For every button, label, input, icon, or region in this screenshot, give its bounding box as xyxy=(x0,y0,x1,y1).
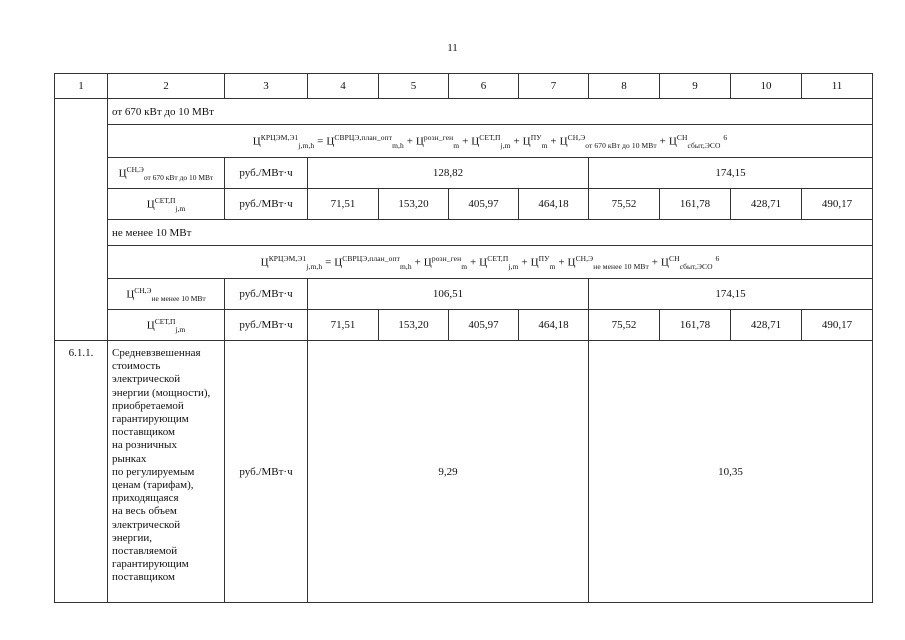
unit-cell: руб./МВт·ч xyxy=(225,341,308,603)
header-cell: 11 xyxy=(802,74,873,99)
formula-row xyxy=(55,125,873,158)
value-cell: 490,17 xyxy=(802,189,873,220)
set-tariff-row xyxy=(55,310,873,341)
param-symbol: $Ц^{СН,Э}_{не менее 10 МВт}$ xyxy=(108,279,225,310)
value-cell: 405,97 xyxy=(449,189,519,220)
value-cell: 464,18 xyxy=(519,310,589,341)
header-cell: 6 xyxy=(449,74,519,99)
param-symbol: $Ц^{СЕТ,П}_{j,m}$ xyxy=(108,310,225,341)
section-title: не менее 10 МВт xyxy=(108,220,873,246)
header-cell: 5 xyxy=(379,74,449,99)
footnote-mark: 6 xyxy=(723,132,728,142)
header-cell: 8 xyxy=(589,74,660,99)
value-cell: 9,29 xyxy=(308,341,589,603)
sn-tariff-row xyxy=(55,158,873,189)
value-cell: 10,35 xyxy=(589,341,873,603)
header-cell: 4 xyxy=(308,74,379,99)
price-formula: $Ц^{КРЦЭМ,Э1}_{j,m,h} = Ц^{СВРЦЭ,план\_опт}_{m,h} + Ц^{розн\_ген}_m + Ц^{СЕТ,П}_{j,m} + Ц^{ПУ}_m + Ц^{СН,Э}_{не менее 10 МВт} + Ц^{СН}_{сбыт,ЭСО}$ $^6$ xyxy=(108,246,873,279)
header-cell: 3 xyxy=(225,74,308,99)
header-cell: 9 xyxy=(660,74,731,99)
blank-number-cell xyxy=(55,99,108,341)
tariff-table xyxy=(54,73,873,603)
header-cell: 10 xyxy=(731,74,802,99)
value-cell: 428,71 xyxy=(731,189,802,220)
value-cell: 128,82 xyxy=(308,158,589,189)
header-cell: 2 xyxy=(108,74,225,99)
row-number: 6.1.1. xyxy=(55,341,108,603)
value-cell: 75,52 xyxy=(589,310,660,341)
value-cell: 490,17 xyxy=(802,310,873,341)
formula-row xyxy=(55,246,873,279)
price-formula: $Ц^{КРЦЭМ,Э1}_{j,m,h} = Ц^{СВРЦЭ,план\_опт}_{m,h} + Ц^{розн\_ген}_m + Ц^{СЕТ,П}_{j,m} + Ц^{ПУ}_m + Ц^{СН,Э}_{от 670 кВт до 10 МВт} + Ц^{СН}_{сбыт,ЭСО}$ $^6$ xyxy=(108,125,873,158)
section-title-row xyxy=(55,220,873,246)
unit-cell: руб./МВт·ч xyxy=(225,189,308,220)
value-cell: 174,15 xyxy=(589,158,873,189)
value-cell: 405,97 xyxy=(449,310,519,341)
value-cell: 161,78 xyxy=(660,310,731,341)
section-title-row xyxy=(55,99,873,125)
section-title: от 670 кВт до 10 МВт xyxy=(108,99,873,125)
header-cell: 1 xyxy=(55,74,108,99)
row-description: Средневзвешенная стоимость электрической энергии (мощности), приобретаемой гарантирующим поставщиком на розничных рынках по регулируемым ценам (тарифам), приходящаяся на весь объем электрической энергии, поставляемой гарантирующим поставщиком xyxy=(108,341,225,603)
unit-cell: руб./МВт·ч xyxy=(225,158,308,189)
value-cell: 174,15 xyxy=(589,279,873,310)
set-tariff-row xyxy=(55,189,873,220)
value-cell: 464,18 xyxy=(519,189,589,220)
page-number: 11 xyxy=(447,42,458,54)
unit-cell: руб./МВт·ч xyxy=(225,279,308,310)
header-row xyxy=(55,74,873,99)
value-cell: 106,51 xyxy=(308,279,589,310)
value-cell: 153,20 xyxy=(379,189,449,220)
value-cell: 428,71 xyxy=(731,310,802,341)
row-6-1-1 xyxy=(55,341,873,603)
sn-tariff-row xyxy=(55,279,873,310)
header-cell: 7 xyxy=(519,74,589,99)
value-cell: 153,20 xyxy=(379,310,449,341)
param-symbol: $Ц^{СЕТ,П}_{j,m}$ xyxy=(108,189,225,220)
footnote-mark: 6 xyxy=(715,253,720,263)
value-cell: 71,51 xyxy=(308,189,379,220)
value-cell: 75,52 xyxy=(589,189,660,220)
param-symbol: $Ц^{СН,Э}_{от 670 кВт до 10 МВт}$ xyxy=(108,158,225,189)
unit-cell: руб./МВт·ч xyxy=(225,310,308,341)
value-cell: 161,78 xyxy=(660,189,731,220)
value-cell: 71,51 xyxy=(308,310,379,341)
